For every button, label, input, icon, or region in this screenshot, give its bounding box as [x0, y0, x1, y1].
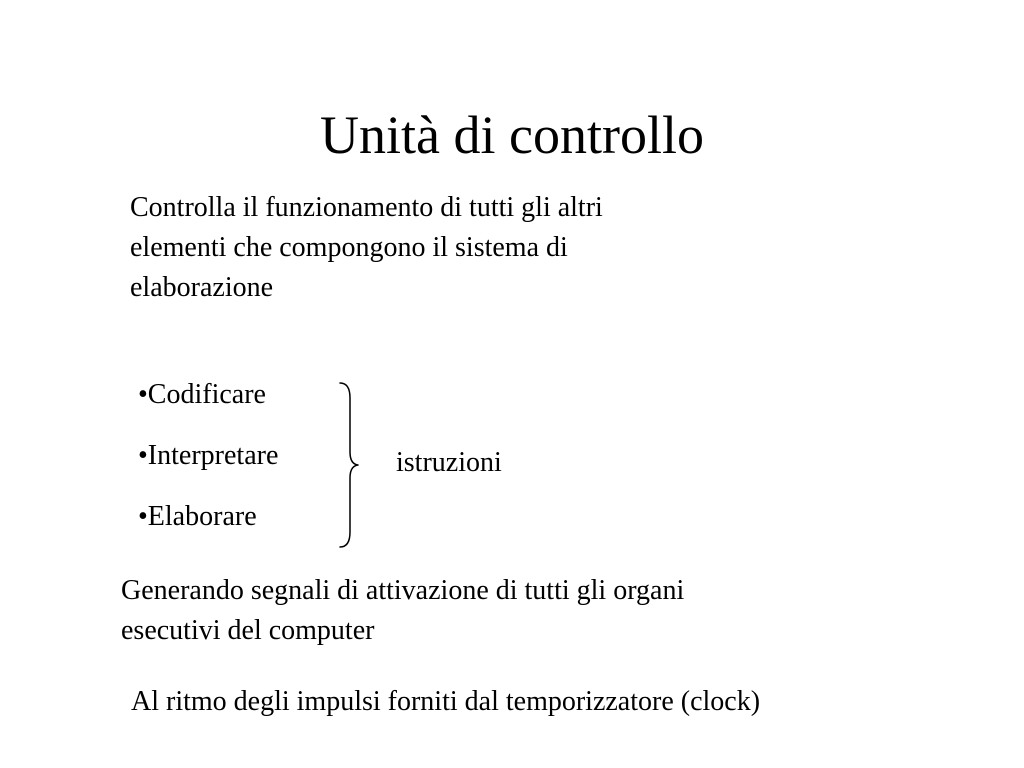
bullet-item-elaborare: •Elaborare: [138, 501, 257, 532]
generating-line: Generando segnali di attivazione di tutti gli organi: [121, 575, 685, 606]
bullet-list: [138, 375, 278, 558]
intro-line: elementi che compongono il sistema di: [130, 232, 568, 263]
slide-title: Unità di controllo: [320, 105, 704, 165]
bullet-item-interpretare: •Interpretare: [138, 440, 279, 471]
intro-line: elaborazione: [130, 272, 274, 303]
generating-line: esecutivi del computer: [121, 615, 375, 646]
rhythm-paragraph: Al ritmo degli impulsi forniti dal temporizzatore (clock): [131, 686, 761, 717]
brace-label: istruzioni: [396, 447, 502, 478]
right-curly-brace-icon: [336, 380, 368, 550]
intro-paragraph: [130, 188, 603, 308]
generating-paragraph: [121, 571, 684, 651]
bullet-item-codificare: •Codificare: [138, 379, 266, 410]
intro-line: Controlla il funzionamento di tutti gli altri: [130, 192, 603, 223]
